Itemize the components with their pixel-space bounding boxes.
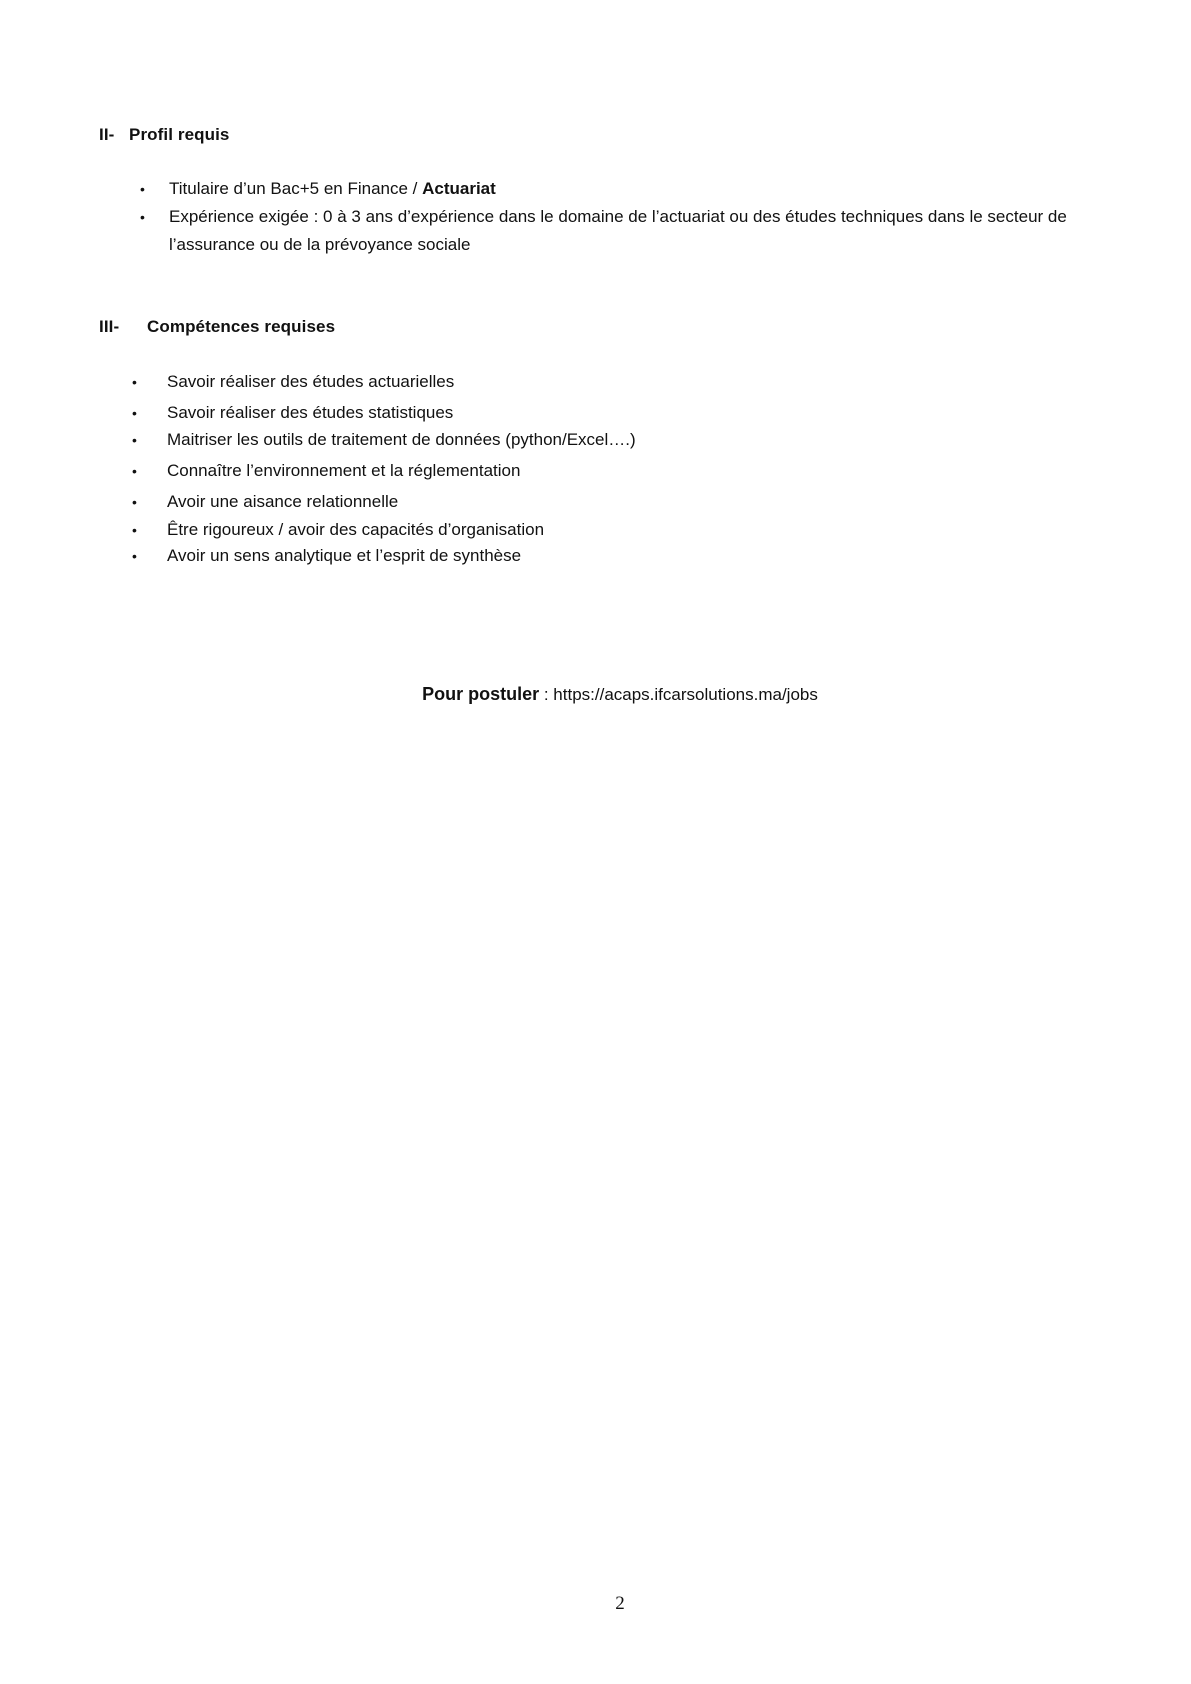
list-item: Avoir une aisance relationnelle xyxy=(167,492,399,511)
bullet-icon: • xyxy=(132,405,137,421)
section-title: Profil requis xyxy=(129,125,230,144)
bullet-icon: • xyxy=(140,181,145,197)
list-item: Connaître l’environnement et la réglementation xyxy=(167,461,521,480)
list-item-emphasis: Actuariat xyxy=(422,179,496,198)
section-number: II- xyxy=(99,125,115,144)
bullet-icon: • xyxy=(132,494,137,510)
list-item: Être rigoureux / avoir des capacités d’organisation xyxy=(167,520,545,539)
apply-label: Pour postuler xyxy=(422,684,540,704)
apply-separator: : xyxy=(539,685,554,704)
list-item-text: Titulaire d’un Bac+5 en Finance / xyxy=(169,179,423,198)
bullet-icon: • xyxy=(132,432,137,448)
bullet-icon: • xyxy=(132,463,137,479)
section-title: Compétences requises xyxy=(147,317,336,336)
section-number: III- xyxy=(99,317,120,336)
list-item: Avoir un sens analytique et l’esprit de synthèse xyxy=(167,546,522,565)
bullet-icon: • xyxy=(132,522,137,538)
list-item: Maitriser les outils de traitement de données (python/Excel….) xyxy=(167,430,636,449)
page-number: 2 xyxy=(615,1593,625,1614)
section-heading-profil xyxy=(99,125,230,145)
apply-link[interactable]: https://acaps.ifcarsolutions.ma/jobs xyxy=(553,685,818,704)
bullet-icon: • xyxy=(132,548,137,564)
section-heading-competences xyxy=(99,317,335,337)
list-item: Savoir réaliser des études actuarielles xyxy=(167,372,455,391)
apply-line xyxy=(0,684,1191,705)
bullet-icon: • xyxy=(140,209,145,225)
bullet-icon: • xyxy=(132,374,137,390)
list-item: Savoir réaliser des études statistiques xyxy=(167,403,454,422)
list-item xyxy=(169,175,496,203)
list-item: Expérience exigée : 0 à 3 ans d’expérience dans le domaine de l’actuariat ou des études techniques dans le secteur de l’assurance ou de la prévoyance sociale xyxy=(169,207,1067,254)
